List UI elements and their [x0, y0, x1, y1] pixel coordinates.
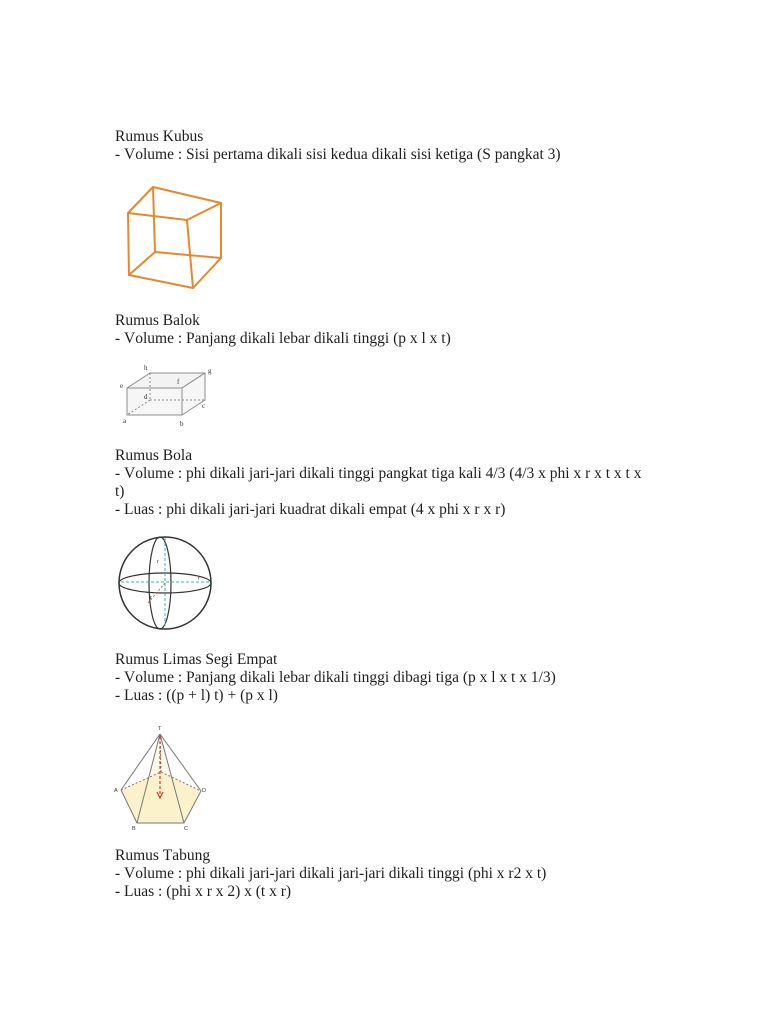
- vertex-label-a: A: [114, 788, 118, 794]
- section-title: Rumus Balok: [115, 312, 200, 329]
- formula-line: - Luas : (phi x r x 2) x (t x r): [115, 883, 292, 900]
- section-kubus: [115, 128, 648, 164]
- section-balok: [115, 312, 648, 348]
- cube-depth-edges: [128, 187, 221, 288]
- vertex-label-t: T: [158, 726, 162, 732]
- section-title: Rumus Kubus: [115, 128, 204, 145]
- vertex-label-a: a: [123, 417, 127, 425]
- formula-line: - Volume : phi dikali jari-jari dikali tinggi pangkat tiga kali 4/3 (4/3 x phi x r x t x t x t): [115, 465, 642, 500]
- cube-front-face: [128, 213, 193, 288]
- vertex-label-c: c: [202, 402, 206, 410]
- radius-label: r: [198, 576, 200, 582]
- formula-line: - Volume : Panjang dikali lebar dikali tinggi dibagi tiga (p x l x t x 1/3): [115, 669, 556, 686]
- cube-wireframe: [128, 187, 221, 288]
- vertex-label-h: h: [144, 364, 148, 372]
- vertex-label-d: d: [144, 393, 148, 401]
- vertex-label-c: C: [184, 826, 188, 832]
- section-title: Rumus Limas Segi Empat: [115, 651, 278, 668]
- cuboid-front-face: [127, 388, 182, 415]
- section-limas: [115, 651, 648, 705]
- formula-line: - Volume : Panjang dikali lebar dikali tinggi (p x l x t): [115, 330, 451, 347]
- vertex-label-b: b: [180, 420, 184, 428]
- vertex-label-e: e: [120, 382, 124, 390]
- vertex-label-b: B: [132, 826, 136, 832]
- sphere-figure: [117, 534, 215, 632]
- vertex-label-f: f: [177, 378, 180, 386]
- section-tabung: [115, 847, 648, 901]
- radius-label: r: [157, 559, 159, 565]
- cuboid-wireframe: [127, 373, 205, 415]
- pyramid-figure: [113, 722, 209, 834]
- formula-line: - Volume : Sisi pertama dikali sisi kedua dikali sisi ketiga (S pangkat 3): [115, 146, 561, 163]
- vertex-label-d: D: [202, 788, 206, 794]
- section-bola: [115, 447, 648, 519]
- section-title: Rumus Tabung: [115, 847, 211, 864]
- cuboid-figure: [115, 363, 219, 433]
- radius-label: r: [150, 595, 152, 601]
- formula-line: - Luas : ((p + l) t) + (p x l): [115, 687, 278, 704]
- section-title: Rumus Bola: [115, 447, 193, 464]
- formula-line: - Luas : phi dikali jari-jari kuadrat dikali empat (4 x phi x r x r): [115, 501, 506, 518]
- vertex-label-g: g: [208, 367, 212, 375]
- formula-line: - Volume : phi dikali jari-jari dikali jari-jari dikali tinggi (phi x r2 x t): [115, 865, 547, 882]
- cube-figure: [120, 183, 226, 293]
